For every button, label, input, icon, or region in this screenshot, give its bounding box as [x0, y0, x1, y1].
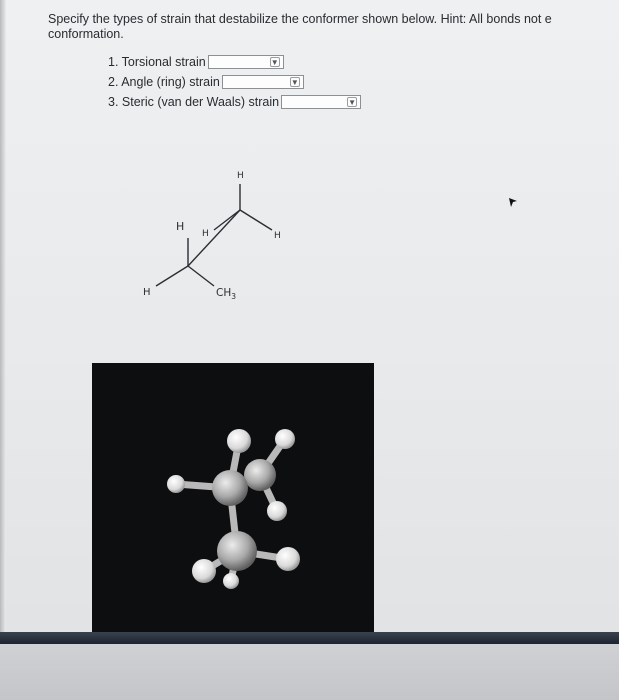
- central-bond: [188, 210, 240, 266]
- chevron-down-icon[interactable]: ▼: [348, 98, 357, 107]
- question-line-1: Specify the types of strain that destabilize the conformer shown below. Hint: All bonds not e: [48, 12, 552, 26]
- back-bond-right: [240, 210, 272, 230]
- torsional-strain-select[interactable]: [208, 55, 284, 69]
- atom-label-front-left-small: H: [202, 229, 209, 239]
- bottom-bezel: [0, 644, 619, 700]
- model-carbon-atom: [212, 470, 248, 506]
- model-carbon-atom: [244, 459, 276, 491]
- model-hydrogen-atom: [267, 501, 287, 521]
- question-line-2: conformation.: [48, 27, 124, 41]
- front-bond-right: [188, 266, 214, 286]
- steric-strain-select[interactable]: [281, 95, 361, 109]
- question-text: [48, 12, 619, 42]
- model-hydrogen-atom: [192, 559, 216, 583]
- strain-label-steric: 3. Steric (van der Waals) strain: [108, 95, 280, 109]
- ball-and-stick-model-svg: [92, 363, 374, 633]
- front-bond-left: [156, 266, 188, 286]
- model-hydrogen-atom: [276, 547, 300, 571]
- angle-strain-select[interactable]: [222, 75, 304, 89]
- ball-and-stick-model: [92, 363, 374, 633]
- strain-row-torsional: [108, 52, 361, 72]
- model-hydrogen-atom: [223, 573, 239, 589]
- left-bezel: [0, 0, 6, 640]
- strain-label-torsional: 1. Torsional strain: [108, 55, 206, 69]
- model-hydrogen-atom: [227, 429, 251, 453]
- atom-label-front-top: H: [176, 220, 185, 233]
- atom-label-front-left: H: [143, 287, 151, 298]
- back-bond-left: [214, 210, 240, 230]
- methyl-subscript: 3: [231, 292, 237, 301]
- chevron-down-icon[interactable]: ▼: [270, 58, 279, 67]
- newman-projection-svg: [130, 158, 310, 308]
- mouse-pointer-icon: [508, 196, 518, 214]
- model-hydrogen-atom: [167, 475, 185, 493]
- atom-label-back-top: H: [237, 171, 244, 181]
- chevron-down-icon[interactable]: ▼: [290, 78, 299, 87]
- atom-label-back-right: H: [274, 231, 281, 241]
- newman-projection: [130, 158, 310, 308]
- atom-label-methyl: [216, 287, 236, 301]
- screen-bottom-bar: [0, 632, 619, 644]
- methyl-ch: CH: [216, 287, 232, 299]
- strain-row-steric: [108, 92, 361, 112]
- strain-row-angle: [108, 72, 361, 92]
- model-carbon-atom: [217, 531, 257, 571]
- model-hydrogen-atom: [275, 429, 295, 449]
- strain-label-angle: 2. Angle (ring) strain: [108, 75, 220, 89]
- strain-list: [108, 52, 361, 112]
